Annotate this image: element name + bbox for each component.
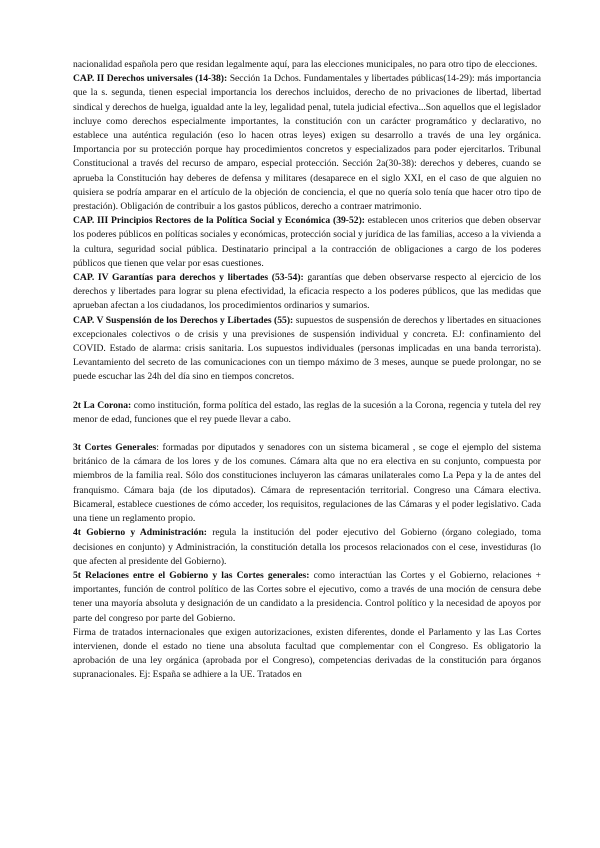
paragraph-cap-v: CAP. V Suspensión de los Derechos y Libertades (55): supuestos de suspensión de derechos y libertades en situaciones excepcionales colectivos o de crisis y una previsiones de suspensión individual y concreta. EJ: confinamiento del COVID. Estado de alarma: crisis sanitaria. Los supuestos individuales (personas implicadas en una banda terrorista). Levantamiento del secreto de las comunicaciones con un tiempo máximo de 3 meses, aunque se puede prolongar, no se puede escuchar las 24h del día sino en tiempos concretos. (73, 314, 542, 383)
paragraph-gobierno: 4t Gobierno y Administración: regula la institución del poder ejecutivo del Gobierno (órgano colegiado, toma decisiones en conjunto) y Administración, la constitución detalla los procesos relacionados con el cese, investiduras (lo que afecten al presidente del Gobierno). (73, 527, 541, 567)
heading-cap-ii: CAP. II Derechos universales (14-38): (73, 73, 228, 85)
paragraph-relaciones: 5t Relaciones entre el Gobierno y las Cortes generales: como interactúan las Cortes y el Gobierno, relaciones + importantes, función de control político de las Cortes sobre el ejecutivo, como a través de una moción de censura debe tener una mayoría absoluta y designación de un candidato a la presidencia. Control político y la necesidad de apoyos por parte del congreso por parte del Gobierno. (73, 569, 542, 624)
paragraph-corona: 2t La Corona: como institución, forma política del estado, las reglas de la sucesión a la Corona, regencia y tutela del rey menor de edad, funciones que el rey puede llevar a cabo. (73, 399, 541, 425)
heading-gobierno: 4t Gobierno y Administración: (73, 527, 207, 539)
paragraph-nacionalidad: nacionalidad española pero que residan legalmente aquí, para las elecciones municipales, no para otro tipo de elecciones. (73, 59, 538, 70)
heading-cap-iv: CAP. IV Garantías para derechos y libertades (53-54): (73, 272, 304, 284)
heading-corona: 2t La Corona: (73, 399, 132, 411)
paragraph-tratados: Firma de tratados internacionales que exigen autorizaciones, existen diferentes, donde el Parlamento y las Las Cortes intervienen, donde el estado no tiene una absoluta facultad que complementar con el Congreso. Es obligatorio la aprobación de una ley orgánica (aprobada por el Congreso), competencias derivadas de la constitución para órganos supranacionales. Ej: España se adhiere a la UE. Tratados en (73, 626, 541, 681)
heading-cortes-generales: 3t Cortes Generales (73, 442, 157, 454)
paragraph-cortes-generales: 3t Cortes Generales: formadas por diputados y senadores con un sistema bicameral , se coge el ejemplo del sistema británico de la cámara de los lores y de los comunes. Cámara alta que no era electiva en su conjunto, compuesta por miembros de la familia real. Sólo dos constituciones incluyeron las cámaras unilaterales como La Pepa y la de antes del franquismo. Cámara baja (de los diputados). Cámara de representación territorial. Congreso una Cámara electiva. Bicameral, establece cuestiones de cómo acceder, los requisitos, regulaciones de las Cámaras y el poder legislativo. Cada una tiene un reglamento propio. (73, 442, 541, 525)
heading-cap-v: CAP. V Suspensión de los Derechos y Libertades (55): (73, 314, 294, 326)
heading-relaciones: 5t Relaciones entre el Gobierno y las Cortes generales: (73, 569, 310, 581)
paragraph-cap-ii: CAP. II Derechos universales (14-38): Sección 1a Dchos. Fundamentales y libertades públicas(14-29): más importancia que la s. segunda, tienen especial importancia los derechos incluidos, derecho de no privaciones de libertad, libertad sindical y derechos de huelga, igualdad ante la ley, legalidad penal, tutela judicial efectiva...Son aquellos que el legislador incluye como derechos especialmente importantes, la constitución con un carácter programático y declarativo, no establece una auténtica regulación (eso lo hacen otras leyes) exigen su desarrollo a través de una ley orgánica. Importancia por su protección porque hay procedimientos concretos y especializados para poder ejercitarlos. Tribunal Constitucional a través del recurso de amparo, especial protección. Sección 2a(30-38): derechos y deberes, cuando se aprueba la Constitución hay deberes de defensa y militares (desaparece en el siglo XXI, en el caso de que alguien no quisiera se podría amparar en el artículo de la objeción de conciencia, el que no quería solo tenía que hacer otro tipo de prestación). Obligación de contribuir a los gastos públicos, derecho a contraer matrimonio. (73, 73, 541, 213)
paragraph-cap-iii: CAP. III Principios Rectores de la Política Social y Económica (39-52): establecen unos criterios que deben observar los poderes públicos en políticas sociales y económicas, protección social y jurídica de las familias, acceso a la vivienda a la cultura, seguridad social pública. Destinatario principal a la contracción de obligaciones a cargo de los poderes públicos que tienen que velar por esas cuestiones. (73, 215, 542, 269)
paragraph-cap-iv: CAP. IV Garantías para derechos y libertades (53-54): garantías que deben observarse respecto al ejercicio de los derechos y libertades para lograr su plena efectividad, la eficacia respecto a los poderes públicos, que las medidas que aprueban afectan a los ciudadanos, los procedimientos ordinarios y sumarios. (73, 272, 541, 312)
document-page (73, 58, 541, 683)
heading-cap-iii: CAP. III Principios Rectores de la Política Social y Económica (39-52): (73, 215, 365, 227)
